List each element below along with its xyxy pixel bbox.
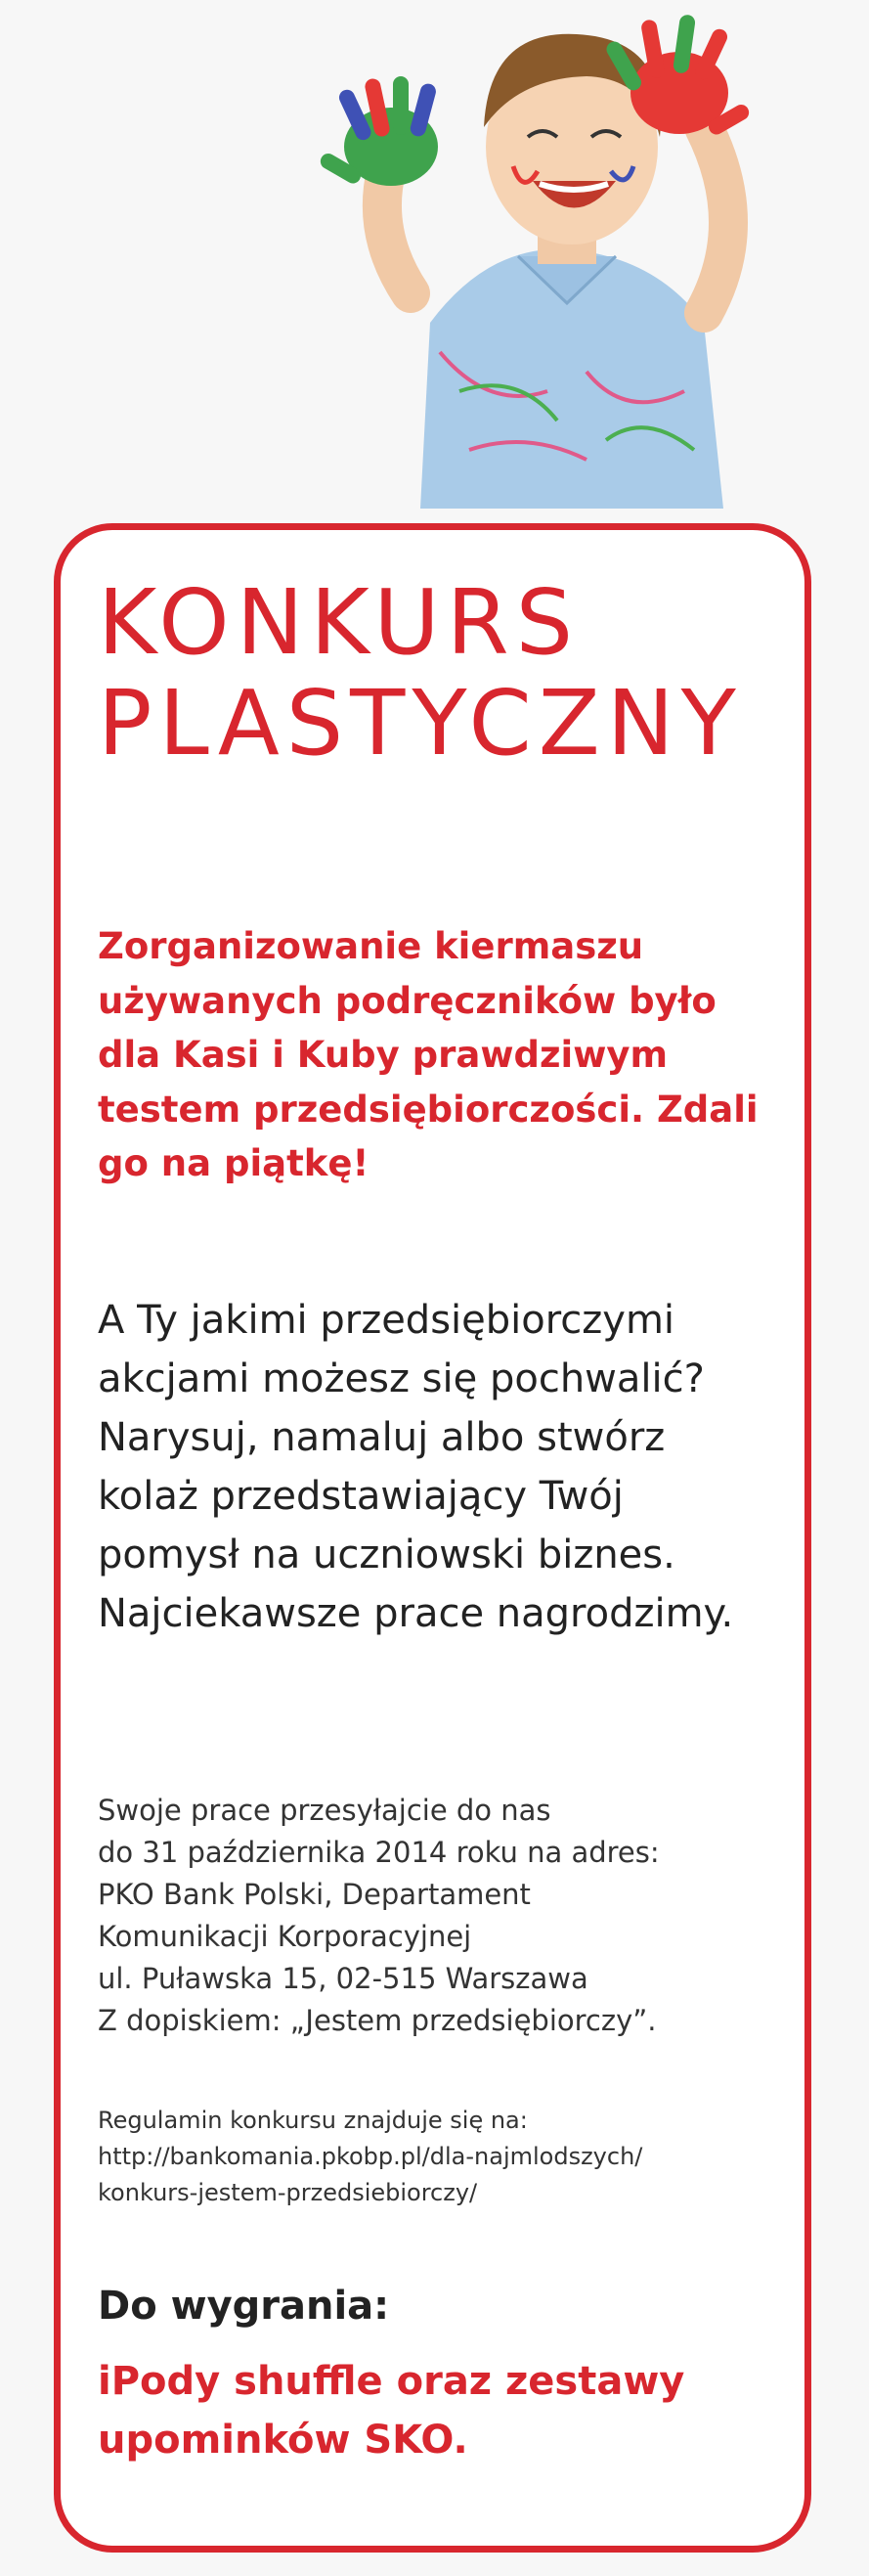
address-line-2: do 31 października 2014 roku na adres: [98, 1835, 660, 1869]
address-line-4: Komunikacji Korporacyjnej [98, 1919, 472, 1953]
rules-line-1: Regulamin konkursu znajduje się na: [98, 2107, 528, 2134]
rules-url-line-1: http://bankomania.pkobp.pl/dla-najmlodszych/ [98, 2143, 643, 2171]
lead-paragraph: Zorganizowanie kiermaszu używanych podręczników było dla Kasi i Kuby prawdziwym testem przedsiębiorczości. Zdali go na piątkę! [98, 925, 759, 1184]
address-line-5: ul. Puławska 15, 02-515 Warszawa [98, 1961, 588, 1995]
address-line-3: PKO Bank Polski, Departament [98, 1877, 531, 1911]
title-line-2: PLASTYCZNY [98, 671, 743, 777]
body-paragraph: A Ty jakimi przedsiębiorczymi akcjami możesz się pochwalić? Narysuj, namaluj albo stwórz kolaż przedstawiający Twój pomysł na uczniowski biznes. Najciekawsze prace nagrodzimy. [98, 1298, 734, 1636]
address-line-6: Z dopiskiem: „Jestem przedsiębiorczy”. [98, 2003, 657, 2037]
submission-address [98, 1790, 782, 2041]
prize-text: iPody shuffle oraz zestawy upominków SKO. [98, 2359, 685, 2463]
rules-url-line-2: konkurs-jestem-przedsiebiorczy/ [98, 2179, 478, 2207]
title-line-1: KONKURS [98, 570, 581, 675]
boy-with-painted-hands-image [293, 0, 762, 509]
rules-note [98, 2103, 782, 2212]
address-line-1: Swoje prace przesyłajcie do nas [98, 1794, 551, 1827]
page-title [98, 570, 782, 777]
prize-label: Do wygrania: [98, 2284, 390, 2329]
